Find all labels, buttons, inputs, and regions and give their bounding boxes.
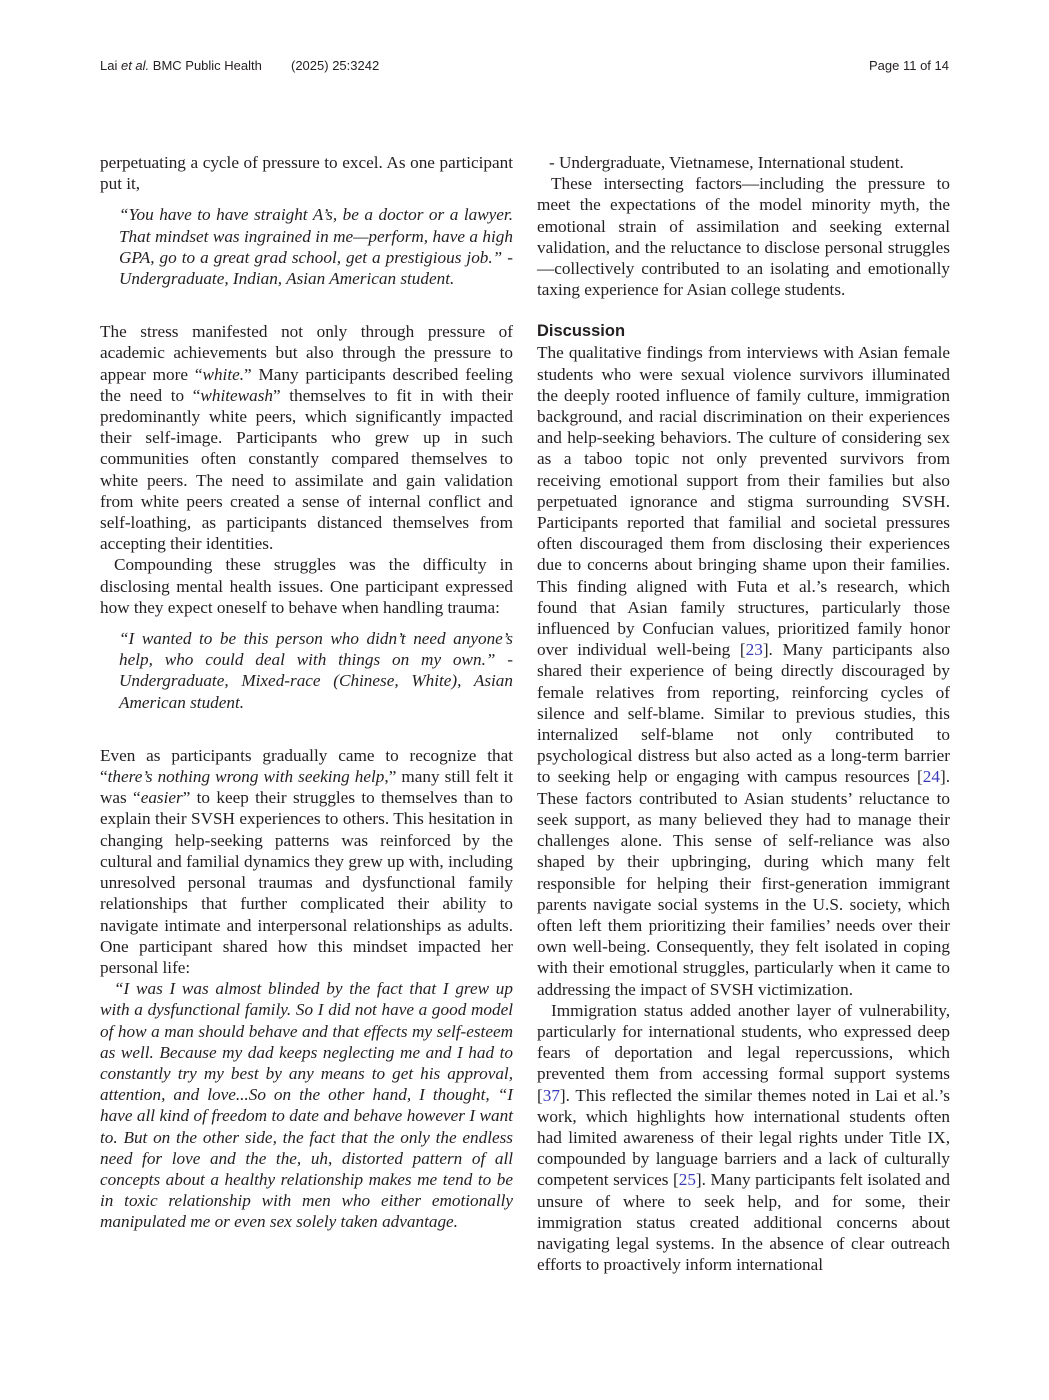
paragraph: The stress manifested not only through pressure of academic achievements but also through the pressure to appear more “white.” Many participants described feeling the need to “whitewash” themselves to fit in with their predominantly white peers, which significantly impacted their self-image. Participants who grew up in such communities often constantly compared themselves to white peers. The need to assimilate and gain validation from white peers created a sense of internal conflict and self-loathing, as participants distanced themselves from accepting their identities. (100, 322, 513, 554)
paragraph: Even as participants gradually came to recognize that “there’s nothing wrong with seeking help,” many still felt it was “easier” to keep their struggles to themselves than to explain their SVSH experiences to others. This hesitation in changing help-seeking patterns was reinforced by the cultural and familial dynamics they grew up with, including unresolved personal traumas and dysfunctional family relationships that further complicated their ability to navigate intimate and interpersonal relationships as adults. One participant shared how this mindset impacted her personal life: (100, 745, 514, 977)
left-column (100, 152, 513, 1233)
quote-attribution: - Undergraduate, Vietnamese, International student. (549, 153, 904, 172)
citation-link[interactable]: 24 (922, 767, 940, 787)
paragraph: Compounding these struggles was the difficulty in disclosing mental health issues. One participant expressed how they expect oneself to behave when handling trauma: (100, 555, 513, 617)
running-header (100, 58, 949, 78)
block-quote: “You have to have straight A’s, be a doctor or a lawyer. That mindset was ingrained in me—perform, have a high GPA, go to a great grad school, get a prestigious job.” - Undergraduate, Indian, Asian American student. (119, 205, 513, 289)
right-column (537, 152, 950, 1275)
paragraph: These intersecting factors—including the pressure to meet the expectations of the model minority myth, the emotional strain of assimilation and seeking external validation, and the reluctance to disclose personal struggles—collectively contributed to an isolating and emotionally taxing experience for Asian college students. (537, 174, 950, 300)
journal-citation: Lai et al. BMC Public Health (100, 58, 262, 73)
inline-quote: “I was I was almost blinded by the fact that I grew up with a dysfunctional family. So I did not have a good model of how a man should behave and that effects my self-esteem as well. Because my dad keeps neglecting me and I had to constantly try my best by any means to get his approval, attention, and love...So on the other hand, I thought, “I have all kind of freedom to date and behave however I want to. But on the other side, the fact that the only the endless need for love and the the, uh, distorted pattern of all concepts about a healthy relationship makes me tend to be in toxic relationship with men who either emotionally manipulated me or even sex solely taken advantage. (100, 979, 513, 1232)
block-quote: “I wanted to be this person who didn’t need anyone’s help, who could deal with things on my own.” - Undergraduate, Mixed-race (Chinese, White), Asian American student. (119, 629, 513, 712)
page-number: Page 11 of 14 (869, 58, 949, 73)
citation-link[interactable]: 23 (745, 640, 763, 660)
citation-link[interactable]: 25 (678, 1170, 696, 1190)
year-volume: (2025) 25:3242 (291, 58, 380, 73)
citation-link[interactable]: 37 (542, 1085, 560, 1105)
section-heading: Discussion (537, 322, 626, 341)
paragraph: Immigration status added another layer of vulnerability, particularly for international students, who expressed deep fears of deportation and legal repercussions, which prevented them from accessing formal support systems [37]. This reflected the similar themes noted in Lai et al.’s work, which highlights how international students often had limited awareness of their legal rights under Title IX, compounded by language barriers and a lack of culturally competent services [25]. Many participants felt isolated and unsure of where to seek help, and for some, their immigration status created additional concerns about navigating legal systems. In the absence of clear outreach efforts to proactively inform international (537, 1000, 950, 1275)
paragraph: perpetuating a cycle of pressure to excel. As one participant put it, (100, 153, 513, 194)
paragraph: The qualitative findings from interviews with Asian female students who were sexual violence survivors illuminated the deeply rooted influence of family culture, immigration background, and racial discrimination on their experiences and help-seeking behaviors. The culture of considering sex as a taboo topic not only prevented survivors from receiving emotional support from their families but also perpetuated ignorance and stigma surrounding SVSH. Participants reported that familial and societal pressures often discouraged them from disclosing their experiences due to concerns about bringing shame upon their families. This finding aligned with Futa et al.’s research, which found that Asian family structures, particularly those influenced by Confucian values, prioritized family honor over individual well-being [23]. Many participants also shared their experience of being directly discouraged by female relatives from reporting, reinforcing cycles of silence and self-blame. Similar to previous studies, this internalized self-blame not only contributed to psychological distress but also acted as a long-term barrier to seeking help or engaging with campus resources [24]. These factors contributed to Asian students’ reluctance to seek support, as many believed they had to manage their challenges alone. This sense of self-reliance was also shaped by their upbringing, during which many felt responsible for helping their first-generation immigrant parents navigate social systems in the U.S. society, which often left them prioritizing their families’ needs over their own well-being. Consequently, they felt isolated in coping with their emotional struggles, particularly when it came to addressing the impact of SVSH victimization. (537, 343, 950, 999)
